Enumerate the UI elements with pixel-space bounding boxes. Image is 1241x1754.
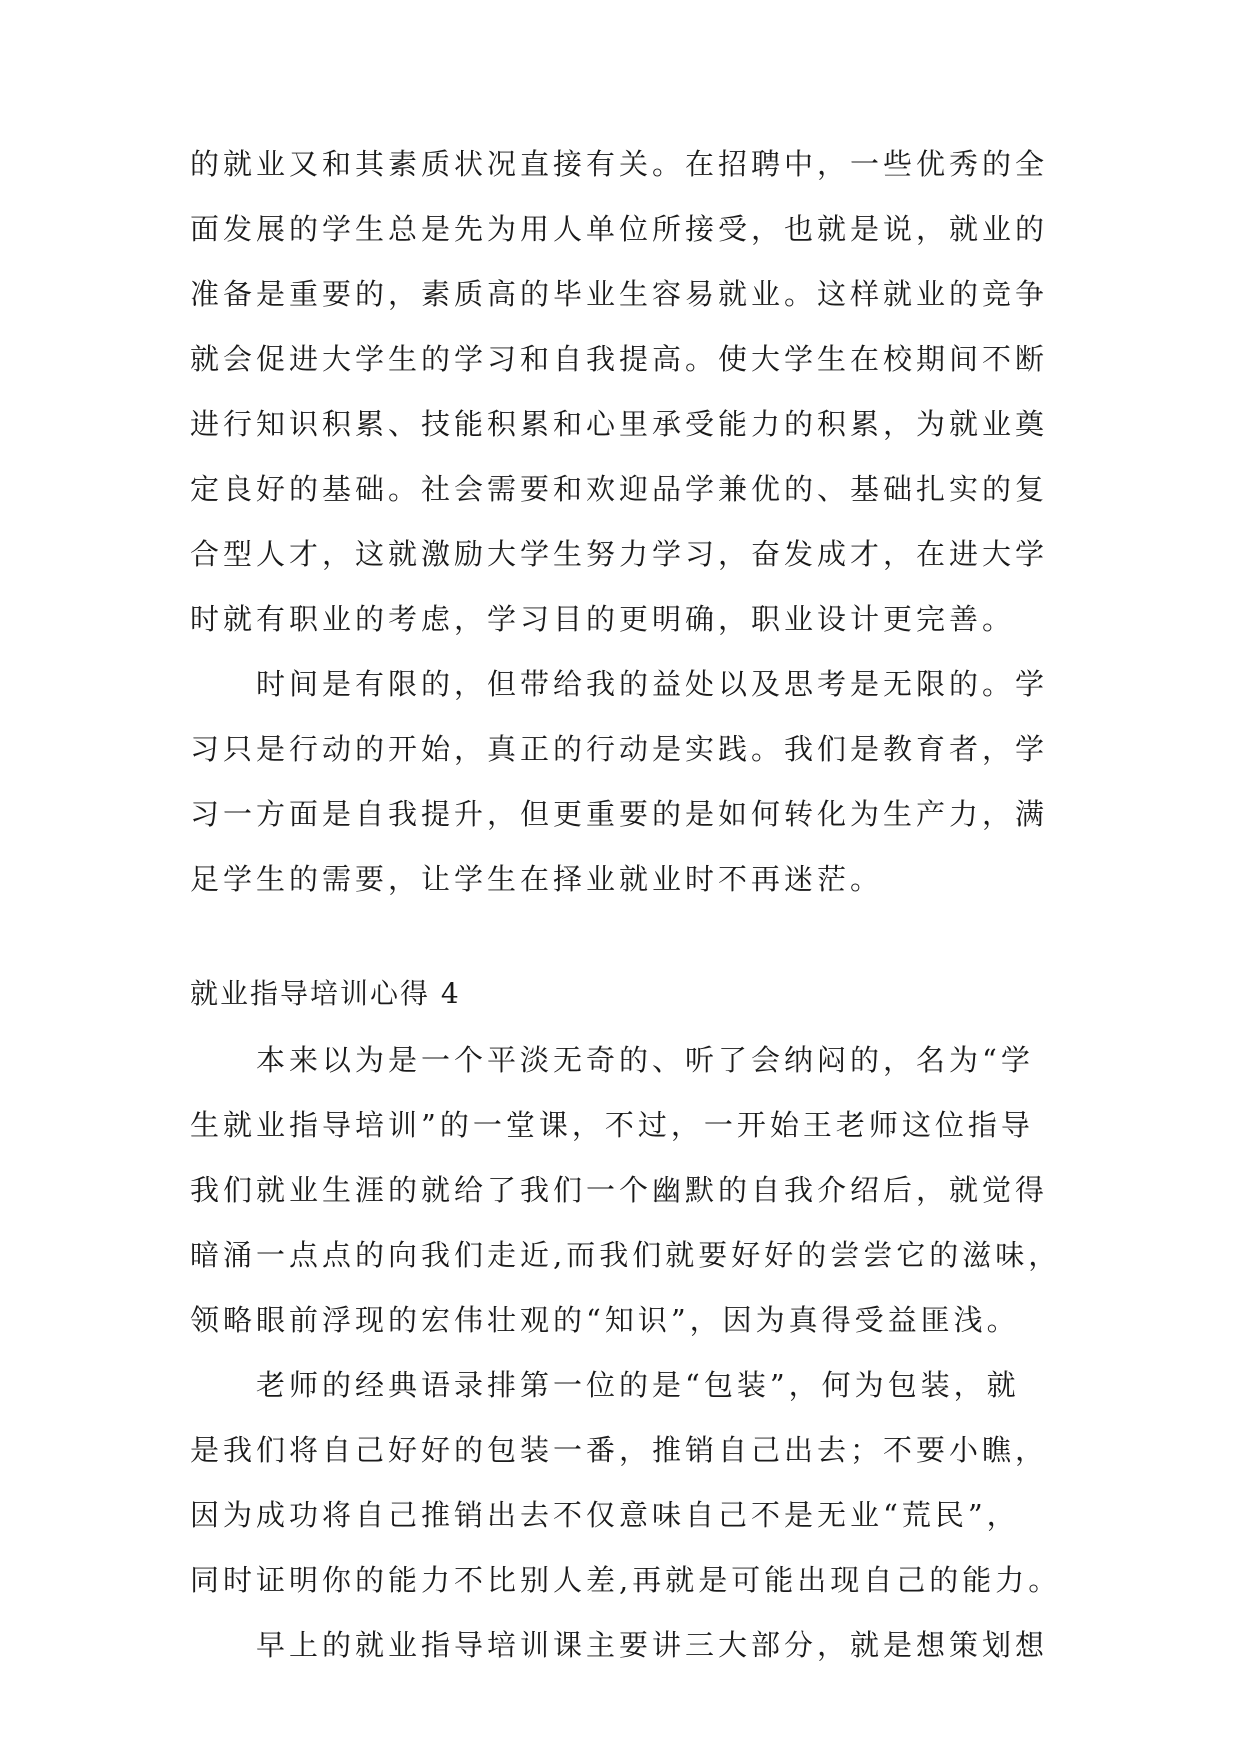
body-line: 同时证明你的能力不比别人差,再就是可能出现自己的能力。 (190, 1563, 1062, 1597)
body-line: 暗涌一点点的向我们走近,而我们就要好好的尝尝它的滋味， (190, 1238, 1062, 1272)
body-line: 我们就业生涯的就给了我们一个幽默的自我介绍后，就觉得 (190, 1173, 1049, 1207)
body-line: 因为成功将自己推销出去不仅意味自己不是无业“荒民”， (190, 1498, 1020, 1532)
body-line: 面发展的学生总是先为用人单位所接受，也就是说，就业的 (190, 212, 1049, 246)
body-line: 生就业指导培训”的一堂课，不过，一开始王老师这位指导 (190, 1108, 1034, 1142)
body-line: 足学生的需要，让学生在择业就业时不再迷茫。 (190, 862, 884, 896)
body-line: 就会促进大学生的学习和自我提高。使大学生在校期间不断 (190, 342, 1049, 376)
body-line: 的就业又和其素质状况直接有关。在招聘中，一些优秀的全 (190, 147, 1049, 181)
body-line: 本来以为是一个平淡无奇的、听了会纳闷的，名为“学 (190, 1043, 1034, 1077)
body-line: 老师的经典语录排第一位的是“包装”，何为包装，就 (190, 1368, 1020, 1402)
section-heading: 就业指导培训心得 4 (190, 977, 461, 1010)
body-line: 准备是重要的，素质高的毕业生容易就业。这样就业的竞争 (190, 277, 1049, 311)
body-line: 领略眼前浮现的宏伟壮观的“知识”，因为真得受益匪浅。 (190, 1303, 1020, 1337)
body-line: 习只是行动的开始，真正的行动是实践。我们是教育者，学 (190, 732, 1049, 766)
body-line: 定良好的基础。社会需要和欢迎品学兼优的、基础扎实的复 (190, 472, 1049, 506)
body-line: 习一方面是自我提升，但更重要的是如何转化为生产力，满 (190, 797, 1049, 831)
body-line: 时就有职业的考虑，学习目的更明确，职业设计更完善。 (190, 602, 1016, 636)
body-line: 时间是有限的，但带给我的益处以及思考是无限的。学 (190, 667, 1049, 701)
body-line: 合型人才，这就激励大学生努力学习，奋发成才，在进大学 (190, 537, 1049, 571)
body-line: 早上的就业指导培训课主要讲三大部分，就是想策划想 (190, 1628, 1049, 1662)
body-line: 是我们将自己好好的包装一番，推销自己出去；不要小瞧， (190, 1433, 1049, 1467)
body-line: 进行知识积累、技能积累和心里承受能力的积累，为就业奠 (190, 407, 1049, 441)
